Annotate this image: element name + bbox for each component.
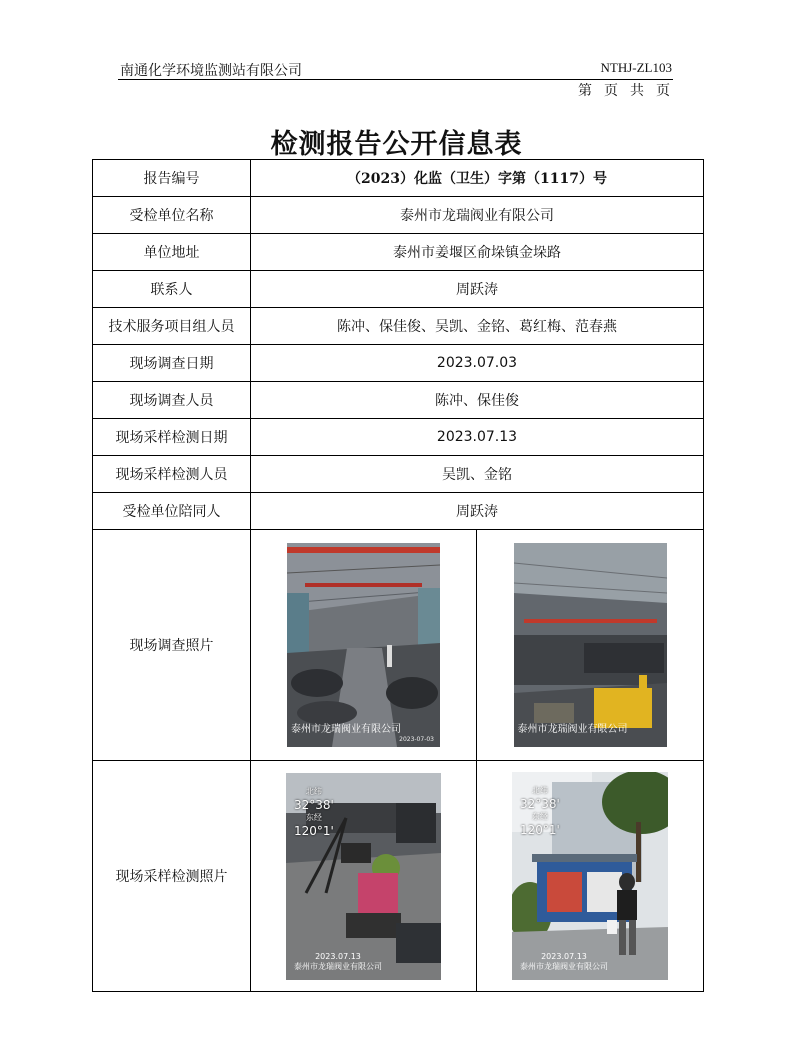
table-row <box>93 761 704 992</box>
lon-label: 东经 <box>531 812 548 821</box>
table-row <box>93 456 704 493</box>
lat-label: 北纬 <box>531 786 548 795</box>
page-di: 第 <box>578 83 594 99</box>
table-row <box>93 308 704 345</box>
gps-overlay <box>294 787 334 839</box>
table-row <box>93 530 704 761</box>
row-value: 2023.07.13 <box>251 419 704 456</box>
row-value: 周跃涛 <box>251 493 704 530</box>
lon-label: 东经 <box>305 812 322 822</box>
table-row <box>93 345 704 382</box>
table-row <box>93 382 704 419</box>
lat-value: 32°38' <box>520 797 560 811</box>
photo-cell <box>251 761 477 992</box>
photo-cell <box>477 761 704 992</box>
photo-caption: 泰州市龙瑞阀业有限公司 <box>294 961 382 971</box>
lon-value: 120°1' <box>520 823 560 837</box>
page-ye1: 页 <box>604 83 620 99</box>
row-label: 现场采样检测日期 <box>93 419 251 456</box>
lat-value: 32°38' <box>294 797 334 812</box>
photo-cell <box>251 530 477 761</box>
photo-date: 2023-07-03 <box>399 736 434 743</box>
photo-date: 2023.07.13 <box>541 952 587 961</box>
photo-caption: 泰州市龙瑞阀业有限公司 <box>520 962 608 971</box>
row-label: 现场调查日期 <box>93 345 251 382</box>
row-label: 单位地址 <box>93 234 251 271</box>
lon-value: 120°1' <box>294 823 334 838</box>
survey-photo-2 <box>514 543 667 747</box>
row-value: 周跃涛 <box>251 271 704 308</box>
sampling-photos-label: 现场采样检测照片 <box>93 761 251 992</box>
page-ye2: 页 <box>656 83 672 99</box>
sampling-photo-2 <box>512 772 668 980</box>
report-info-table <box>92 159 704 992</box>
table-row <box>93 234 704 271</box>
photo-date: 2023.07.13 <box>315 951 361 961</box>
row-label: 现场调查人员 <box>93 382 251 419</box>
row-label: 联系人 <box>93 271 251 308</box>
photo-cell <box>477 530 704 761</box>
document-code: NTHJ-ZL103 <box>600 60 672 75</box>
lat-label: 北纬 <box>305 786 322 796</box>
photo-watermark <box>294 952 382 972</box>
row-value: 泰州市龙瑞阀业有限公司 <box>251 197 704 234</box>
row-value: 2023.07.03 <box>251 345 704 382</box>
row-value: 泰州市姜堰区俞垛镇金垛路 <box>251 234 704 271</box>
row-label: 受检单位陪同人 <box>93 493 251 530</box>
survey-photo-1 <box>287 543 440 747</box>
table-row <box>93 493 704 530</box>
row-value: 陈冲、保佳俊 <box>251 382 704 419</box>
table-row <box>93 419 704 456</box>
table-row <box>93 160 704 197</box>
photo-watermark <box>520 952 608 972</box>
row-label: 现场采样检测人员 <box>93 456 251 493</box>
survey-photos-label: 现场调查照片 <box>93 530 251 761</box>
row-label: 技术服务项目组人员 <box>93 308 251 345</box>
table-row <box>93 197 704 234</box>
page-gong: 共 <box>630 83 646 99</box>
row-label: 受检单位名称 <box>93 197 251 234</box>
page-title: 检测报告公开信息表 <box>270 129 523 160</box>
photo-watermark: 泰州市龙瑞阀业有限公司 <box>517 724 628 735</box>
row-label: 报告编号 <box>93 160 251 197</box>
row-value: 陈冲、保佳俊、吴凯、金铭、葛红梅、范春燕 <box>251 308 704 345</box>
report-number: （2023）化监（卫生）字第（1117）号 <box>251 160 704 197</box>
gps-overlay <box>520 786 560 838</box>
sampling-photo-1 <box>286 773 441 980</box>
photo-watermark: 泰州市龙瑞阀业有限公司 <box>291 724 401 735</box>
row-value: 吴凯、金铭 <box>251 456 704 493</box>
table-row <box>93 271 704 308</box>
page-counter <box>568 80 672 100</box>
company-name: 南通化学环境监测站有限公司 <box>120 63 302 79</box>
